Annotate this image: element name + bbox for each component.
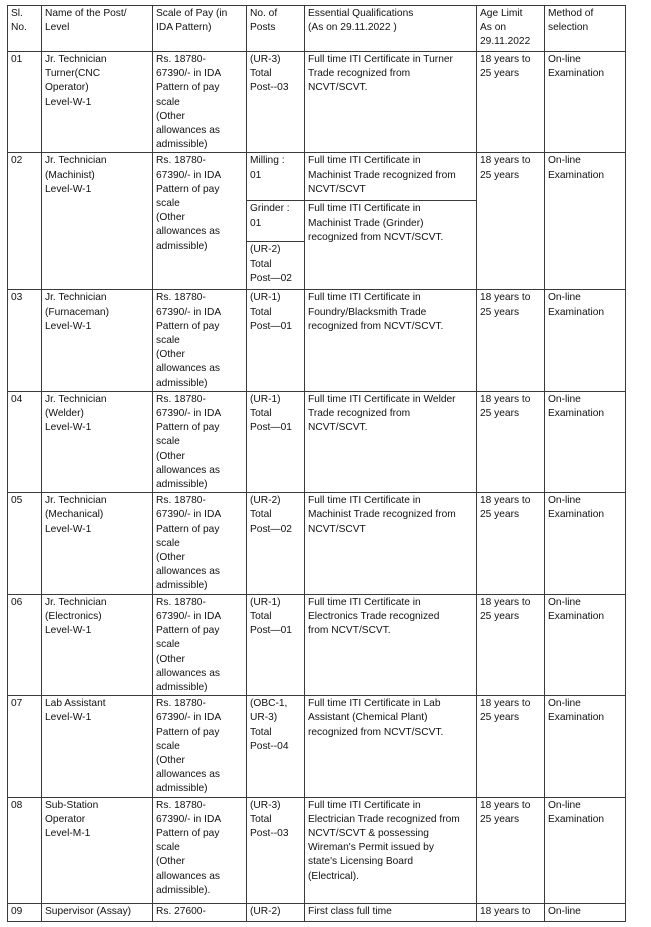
cell-no-of-posts-total: (UR-2) Total Post—02 [247, 242, 305, 290]
cell-qualification: Full time ITI Certificate in Welder Trade recognized from NCVT/SCVT. [305, 391, 477, 492]
cell-sl-no: 06 [8, 594, 42, 695]
table-row [8, 153, 626, 201]
cell-age-limit-text: 18 years to [480, 905, 531, 917]
cell-qualification [305, 903, 477, 921]
cell-sl-no: 08 [8, 797, 42, 903]
header-age-limit: Age Limit As on 29.11.2022 [477, 6, 545, 52]
cell-no-of-posts: (UR-3) Total Post--03 [247, 797, 305, 903]
cell-qualification-grinder: Full time ITI Certificate in Machinist Trade (Grinder) recognized from NCVT/SCVT. [305, 201, 477, 290]
cell-method: On-line Examination [545, 696, 626, 797]
header-method-of-selection: Method of selection [545, 6, 626, 52]
cell-qualification-milling: Full time ITI Certificate in Machinist Trade recognized from NCVT/SCVT [305, 153, 477, 201]
cell-post-name: Jr. Technician (Welder) Level-W-1 [42, 391, 153, 492]
table-row [8, 290, 626, 391]
cell-method: On-line Examination [545, 153, 626, 290]
cell-sl-no: 03 [8, 290, 42, 391]
cell-qualification: Full time ITI Certificate in Lab Assistant (Chemical Plant) recognized from NCVT/SCVT. [305, 696, 477, 797]
cell-post-name-text: Supervisor (Assay) [45, 905, 132, 917]
cell-sl-no-text: 09 [11, 905, 23, 917]
cell-scale-of-pay: Rs. 18780- 67390/- in IDA Pattern of pay scale (Other allowances as admissible) [153, 153, 247, 290]
cell-scale-of-pay: Rs. 18780- 67390/- in IDA Pattern of pay scale (Other allowances as admissible) [153, 391, 247, 492]
cell-qualification-text: First class full time [308, 905, 392, 917]
cell-sl-no: 04 [8, 391, 42, 492]
cell-no-of-posts: (OBC-1, UR-3) Total Post--04 [247, 696, 305, 797]
cell-qualification: Full time ITI Certificate in Machinist Trade recognized from NCVT/SCVT [305, 493, 477, 594]
header-no-of-posts: No. of Posts [247, 6, 305, 52]
cell-post-name: Jr. Technician (Furnaceman) Level-W-1 [42, 290, 153, 391]
table-row [8, 493, 626, 594]
table-row [8, 52, 626, 153]
cell-method-text: On-line [548, 905, 581, 917]
cell-post-name: Lab Assistant Level-W-1 [42, 696, 153, 797]
cell-no-of-posts: (UR-3) Total Post--03 [247, 52, 305, 153]
cell-age-limit [477, 903, 545, 921]
table-row [8, 797, 626, 903]
cell-method: On-line Examination [545, 493, 626, 594]
cell-no-of-posts [247, 903, 305, 921]
cell-method: On-line Examination [545, 52, 626, 153]
posts-table [7, 5, 626, 922]
cell-method [545, 903, 626, 921]
cell-qualification: Full time ITI Certificate in Foundry/Blacksmith Trade recognized from NCVT/SCVT. [305, 290, 477, 391]
cell-no-of-posts-text: (UR-2) [250, 905, 281, 917]
cell-post-name: Sub-Station Operator Level-M-1 [42, 797, 153, 903]
cell-method: On-line Examination [545, 594, 626, 695]
cell-no-of-posts: (UR-1) Total Post—01 [247, 594, 305, 695]
cell-qualification: Full time ITI Certificate in Electronics Trade recognized from NCVT/SCVT. [305, 594, 477, 695]
cell-sl-no: 07 [8, 696, 42, 797]
cell-method: On-line Examination [545, 391, 626, 492]
header-sl-no: Sl. No. [8, 6, 42, 52]
cell-sl-no [8, 903, 42, 921]
cell-scale-of-pay: Rs. 18780- 67390/- in IDA Pattern of pay scale (Other allowances as admissible) [153, 493, 247, 594]
cell-age-limit: 18 years to 25 years [477, 391, 545, 492]
cell-no-of-posts-milling: Milling : 01 [247, 153, 305, 201]
cell-post-name: Jr. Technician (Machinist) Level-W-1 [42, 153, 153, 290]
header-scale-of-pay: Scale of Pay (in IDA Pattern) [153, 6, 247, 52]
cell-age-limit: 18 years to 25 years [477, 696, 545, 797]
header-essential-qualifications: Essential Qualifications (As on 29.11.2022 ) [305, 6, 477, 52]
cell-no-of-posts: (UR-1) Total Post—01 [247, 391, 305, 492]
recruitment-document [7, 5, 626, 922]
cell-scale-of-pay: Rs. 18780- 67390/- in IDA Pattern of pay scale (Other allowances as admissible) [153, 594, 247, 695]
cell-post-name: Jr. Technician (Electronics) Level-W-1 [42, 594, 153, 695]
cell-age-limit: 18 years to 25 years [477, 797, 545, 903]
cell-sl-no: 05 [8, 493, 42, 594]
table-header-row [8, 6, 626, 52]
cell-scale-of-pay: Rs. 18780- 67390/- in IDA Pattern of pay scale (Other allowances as admissible) [153, 290, 247, 391]
cell-age-limit: 18 years to 25 years [477, 290, 545, 391]
table-row [8, 903, 626, 921]
cell-no-of-posts: (UR-2) Total Post—02 [247, 493, 305, 594]
cell-qualification: Full time ITI Certificate in Turner Trade recognized from NCVT/SCVT. [305, 52, 477, 153]
cell-scale-of-pay: Rs. 18780- 67390/- in IDA Pattern of pay scale (Other allowances as admissible). [153, 797, 247, 903]
cell-method: On-line Examination [545, 290, 626, 391]
cell-qualification: Full time ITI Certificate in Electrician Trade recognized from NCVT/SCVT & possessing Wireman's Permit issued by state's Licensing Board (Electrical). [305, 797, 477, 903]
cell-no-of-posts: (UR-1) Total Post—01 [247, 290, 305, 391]
cell-age-limit: 18 years to 25 years [477, 493, 545, 594]
cell-scale-of-pay [153, 903, 247, 921]
header-post-name: Name of the Post/ Level [42, 6, 153, 52]
cell-sl-no: 01 [8, 52, 42, 153]
cell-post-name [42, 903, 153, 921]
table-row [8, 594, 626, 695]
cell-scale-of-pay-text: Rs. 27600- [156, 905, 206, 917]
cell-age-limit: 18 years to 25 years [477, 52, 545, 153]
cell-scale-of-pay: Rs. 18780- 67390/- in IDA Pattern of pay scale (Other allowances as admissible) [153, 696, 247, 797]
cell-post-name: Jr. Technician Turner(CNC Operator) Level-W-1 [42, 52, 153, 153]
cell-method: On-line Examination [545, 797, 626, 903]
cell-age-limit: 18 years to 25 years [477, 594, 545, 695]
table-row [8, 696, 626, 797]
cell-scale-of-pay: Rs. 18780- 67390/- in IDA Pattern of pay scale (Other allowances as admissible) [153, 52, 247, 153]
table-row [8, 391, 626, 492]
cell-no-of-posts-grinder: Grinder : 01 [247, 201, 305, 242]
cell-age-limit: 18 years to 25 years [477, 153, 545, 290]
cell-post-name: Jr. Technician (Mechanical) Level-W-1 [42, 493, 153, 594]
cell-sl-no: 02 [8, 153, 42, 290]
